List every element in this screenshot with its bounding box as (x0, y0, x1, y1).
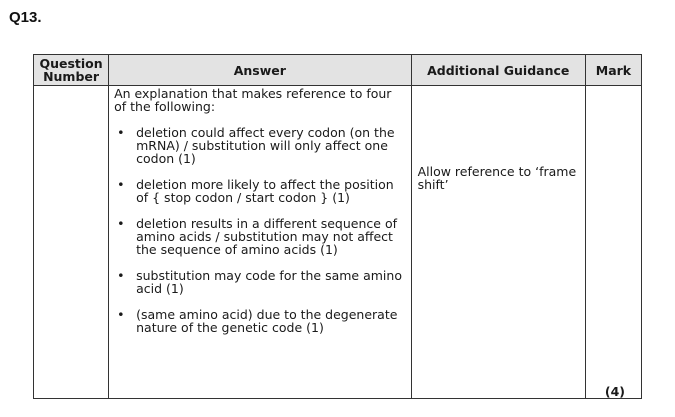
bullet-icon: • (117, 307, 125, 322)
header-additional-guidance: Additional Guidance (411, 55, 585, 86)
answer-points-list (114, 126, 406, 334)
header-question-number-line1: Question (39, 56, 103, 71)
answer-point-text: deletion could affect every codon (on the mRNA) / substitution will only affect one codon (1) (136, 125, 395, 166)
answer-point (114, 269, 406, 295)
header-row (34, 55, 642, 86)
header-question-number-line2: Number (43, 69, 100, 84)
answer-point (114, 217, 406, 256)
guidance-text: Allow reference to ‘frame shift’ (417, 164, 577, 192)
answer-point (114, 126, 406, 165)
header-question-number (34, 55, 109, 86)
bullet-icon: • (117, 125, 125, 140)
mark-total: (4) (604, 384, 625, 399)
answer-cell (109, 86, 411, 399)
mark-scheme-table (33, 54, 642, 399)
table-row (34, 86, 642, 399)
header-answer: Answer (109, 55, 411, 86)
answer-point-text: deletion more likely to affect the position of { stop codon / start codon } (1) (136, 177, 394, 205)
answer-point-text: substitution may code for the same amino acid (1) (136, 268, 402, 296)
answer-intro: An explanation that makes reference to four of the following: (114, 86, 392, 114)
bullet-icon: • (117, 177, 125, 192)
answer-point (114, 178, 406, 204)
answer-point (114, 308, 406, 334)
header-mark: Mark (585, 55, 641, 86)
bullet-icon: • (117, 268, 125, 283)
question-number-cell (34, 86, 109, 399)
bullet-icon: • (117, 216, 125, 231)
additional-guidance-cell (411, 86, 585, 399)
mark-cell (585, 86, 641, 399)
answer-point-text: (same amino acid) due to the degenerate nature of the genetic code (1) (136, 307, 398, 335)
answer-point-text: deletion results in a different sequence of amino acids / substitution may not affect the sequence of amino acids (1) (136, 216, 397, 257)
question-label: Q13. (9, 9, 42, 26)
